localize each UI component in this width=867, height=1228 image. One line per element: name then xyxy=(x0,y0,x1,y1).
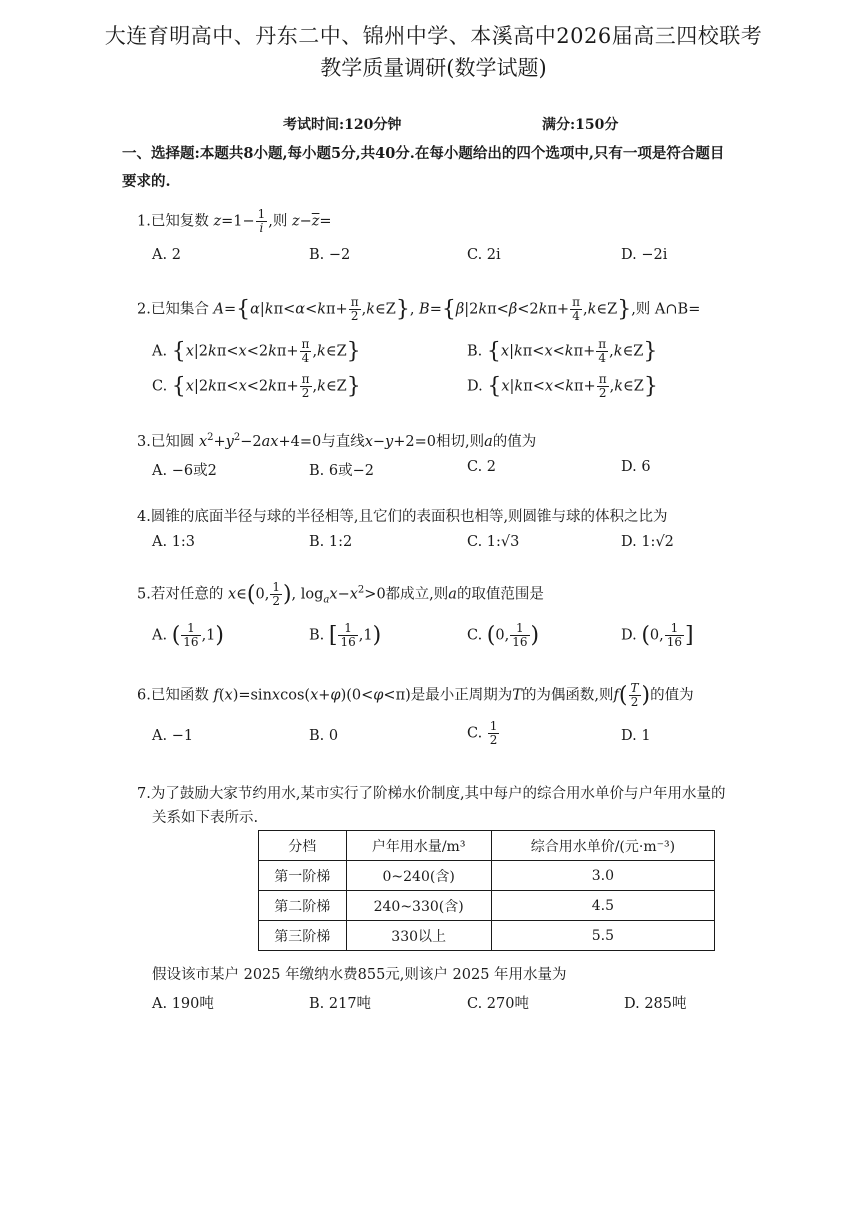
q1-option-a: A. 2 xyxy=(152,247,181,263)
table-cell: 0~240(含) xyxy=(346,861,491,891)
q5-option-d: D. (0, $\frac{1}{16}$ ] xyxy=(621,621,694,649)
question-3: 3.已知圆 $x^2+y^2-2ax+4=0$与直线x−y+2=0相切,则a的值为 xyxy=(137,432,537,450)
table-cell: 3.0 xyxy=(491,861,714,891)
q2-option-b: B. {x|kπ<x<kπ+ $\frac{\pi}{4}$ ,k∈Z} xyxy=(467,337,658,365)
q1-option-b: B. −2 xyxy=(309,247,351,263)
question-2: 2.已知集合 A={α|kπ<α<kπ+ $\frac{\pi}{2}$ ,k∈Z}, B={β|2kπ<β<2kπ+ $\frac{\pi}{4}$ ,k∈Z},则 A∩B= xyxy=(137,295,701,323)
q3-option-a: A. −6或2 xyxy=(152,463,217,479)
question-7-line2: 关系如下表所示. xyxy=(152,810,259,826)
question-4: 4.圆锥的底面半径与球的半径相等,且它们的表面积也相等,则圆锥与球的体积之比为 xyxy=(137,509,668,525)
q7-option-b: B. 217吨 xyxy=(309,996,372,1012)
q7-option-c: C. 270吨 xyxy=(467,996,529,1012)
q4-option-b: B. 1:2 xyxy=(309,534,353,550)
q3-option-b: B. 6或−2 xyxy=(309,463,374,479)
table-cell: 第三阶梯 xyxy=(259,921,347,951)
question-7-line3: 假设该市某户 2025 年缴纳水费855元,则该户 2025 年用水量为 xyxy=(152,967,567,983)
table-cell: 4.5 xyxy=(491,891,714,921)
q5-option-c: C. (0, $\frac{1}{16}$ ) xyxy=(467,621,540,649)
q4-option-d: D. 1:√2 xyxy=(621,534,674,550)
table-cell: 5.5 xyxy=(491,921,714,951)
table-row xyxy=(259,891,715,921)
table-cell: 240~330(含) xyxy=(346,891,491,921)
table-header-cell: 综合用水单价/(元·m⁻³) xyxy=(491,831,714,861)
q6-option-d: D. 1 xyxy=(621,728,651,744)
table-cell: 第一阶梯 xyxy=(259,861,347,891)
table-header-cell: 户年用水量/m³ xyxy=(346,831,491,861)
exam-time: 考试时间:120分钟 xyxy=(283,117,402,133)
question-6: 6.已知函数 f(x)=sinxcos(x+φ)(0<φ<π)是最小正周期为T的为偶函数,则f( $\frac{T}{2}$ )的值为 xyxy=(137,681,694,709)
exam-title-line2: 教学质量调研(数学试题) xyxy=(320,56,547,80)
q6-option-b: B. 0 xyxy=(309,728,339,744)
q1-option-d: D. −2i xyxy=(621,247,668,263)
table-row xyxy=(259,861,715,891)
question-7: 7.为了鼓励大家节约用水,某市实行了阶梯水价制度,其中每户的综合用水单价与户年用水量的 xyxy=(137,786,726,802)
q4-option-a: A. 1:3 xyxy=(152,534,196,550)
table-cell: 330以上 xyxy=(346,921,491,951)
q1-option-c: C. 2i xyxy=(467,247,501,263)
table-header-cell: 分档 xyxy=(259,831,347,861)
table-cell: 第二阶梯 xyxy=(259,891,347,921)
q2-option-c: C. {x|2kπ<x<2kπ+ $\frac{\pi}{2}$ ,k∈Z} xyxy=(152,372,361,400)
q6-option-c: C. $\frac{1}{2}$ xyxy=(467,719,498,747)
q5-option-a: A. ( $\frac{1}{16}$ ,1) xyxy=(152,621,225,649)
q2-option-d: D. {x|kπ<x<kπ+ $\frac{\pi}{2}$ ,k∈Z} xyxy=(467,372,658,400)
section-heading: 一、选择题:本题共8小题,每小题5分,共40分.在每小题给出的四个选项中,只有一项是符合题目 要求的. xyxy=(122,145,725,190)
q7-option-d: D. 285吨 xyxy=(624,996,687,1012)
q5-option-b: B. [ $\frac{1}{16}$ ,1) xyxy=(309,621,382,649)
q7-option-a: A. 190吨 xyxy=(152,996,214,1012)
q2-option-a: A. {x|2kπ<x<2kπ+ $\frac{\pi}{4}$ ,k∈Z} xyxy=(152,337,361,365)
question-5: 5.若对任意的 x∈(0, $\frac{1}{2}$ ), $\log_ax-x^2>0$都成立,则a的取值范围是 xyxy=(137,580,544,608)
q4-option-c: C. 1:√3 xyxy=(467,534,520,550)
table-row xyxy=(259,921,715,951)
q3-option-c: C. 2 xyxy=(467,459,497,475)
question-1: 1.已知复数 z=1− $\frac{1}{i}$ ,则 $z-\overline{z}=$ xyxy=(137,207,332,235)
q3-option-d: D. 6 xyxy=(621,459,651,475)
water-price-table xyxy=(258,830,715,951)
exam-title-line1: 大连育明高中、丹东二中、锦州中学、本溪高中2026届高三四校联考 xyxy=(104,24,763,48)
table-header-row xyxy=(259,831,715,861)
exam-score: 满分:150分 xyxy=(542,117,619,133)
q6-option-a: A. −1 xyxy=(152,728,194,744)
